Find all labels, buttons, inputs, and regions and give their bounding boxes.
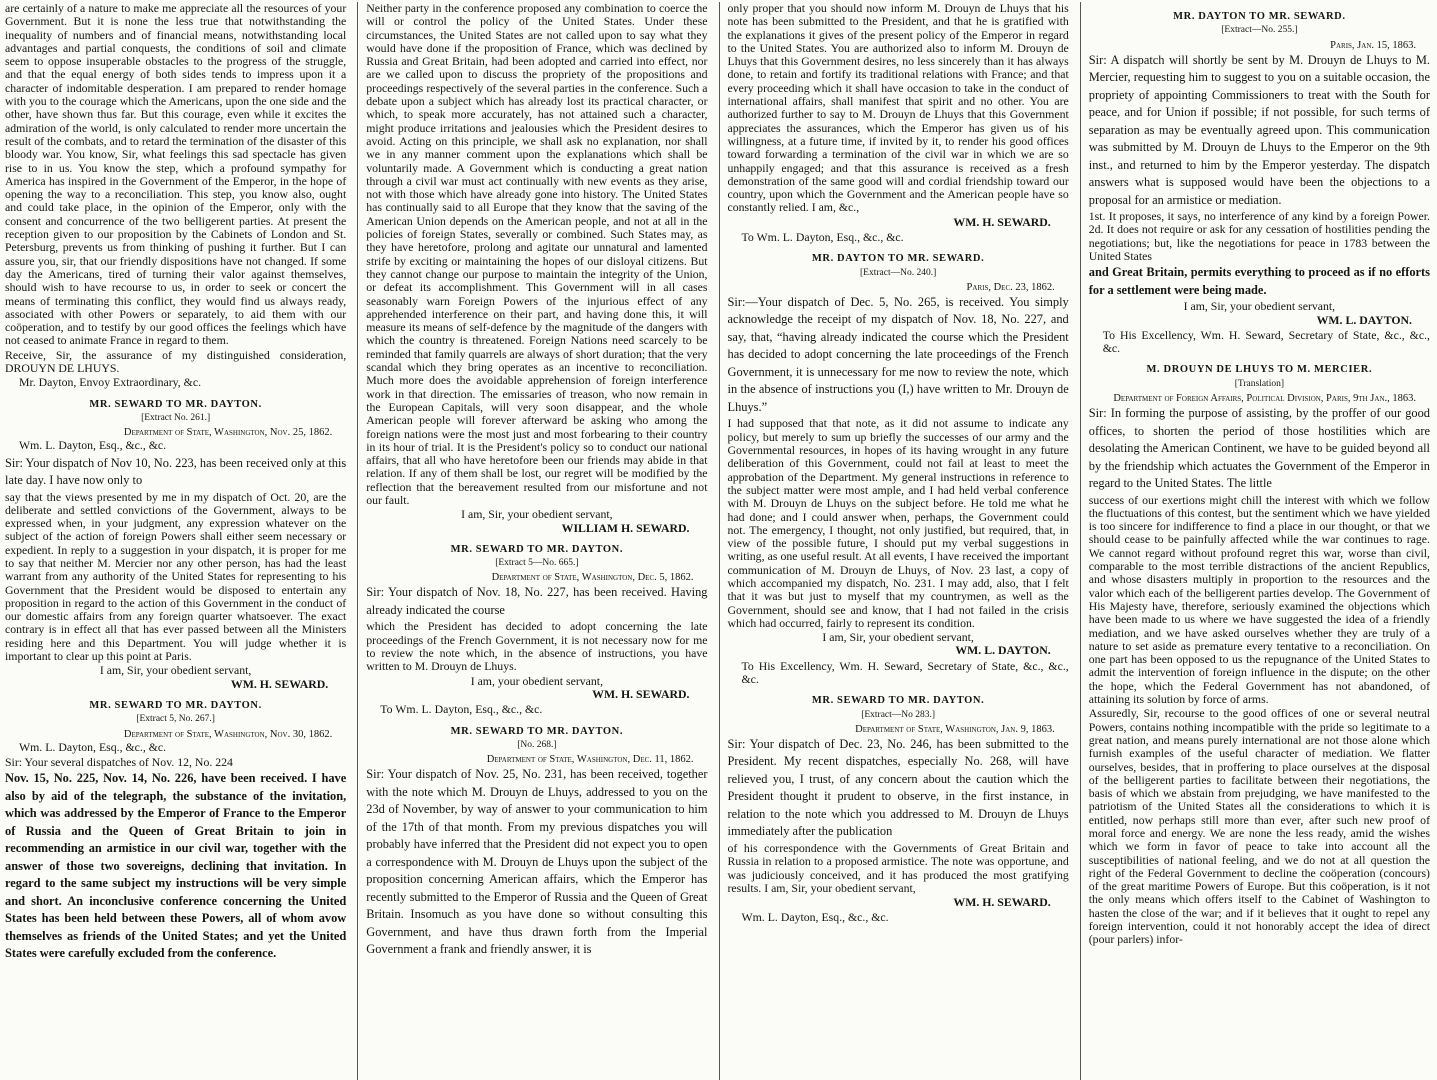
- paragraph: success of our exertions might chill the interest with which we follow the fluctuations of this contest, but the sentiment which we have yielded is too sincere for indifference to find a place in our thought, or that we should cease to be painfully affected while the war continues to rage. We cannot regard without profound regret this war, worse than civil, comparable to the most terrible distractions of the ancient Republics, and whose disasters multiply in proportion to the resources and the valor which each of the belligerent parties develop. The Government of His Majesty have, therefore, seriously examined the objections which have been made to us where we have suggested the idea of a friendly mediation, and we have asked ourselves whether they are truly of a nature to set aside as premature every tentative to a reconciliation. On one part has been opposed to us the repugnance of the United States to admit the intervention of foreign influence in the dispute; on the other the hope, which the Federal Government has not abandoned, of attaining its solution by force of arms.: [1088, 492, 1430, 707]
- address-line: Mr. Dayton, Envoy Extraordinary, &c.: [19, 375, 202, 390]
- address-line: Wm. L. Dayton, Esq., &c., &c.: [19, 438, 167, 453]
- address-line: Wm. L. Dayton, Esq., &c., &c.: [19, 739, 167, 754]
- extract-number: [Extract 5, No. 267.]: [136, 714, 215, 725]
- paragraph: which the President has decided to adopt concerning the late proceedings of the French Government, it is not necessary now for me to review the note which, in the absence of instructions, you have written to M. Drouyn de Lhuys.: [366, 619, 708, 674]
- extract-number: [No. 268.]: [517, 739, 557, 750]
- address-line: To His Excellency, Wm. H. Seward, Secretary of State, &c., &c., &c.: [741, 658, 1069, 687]
- closing-line: I am, your obedient servant,: [470, 673, 604, 688]
- letter-heading: MR. SEWARD TO MR. DAYTON.: [450, 725, 624, 737]
- extract-number: [Extract—No. 255.]: [1221, 25, 1298, 36]
- address-line: To His Excellency, Wm. H. Seward, Secretary of State, &c., &c., &c.: [1102, 327, 1430, 356]
- letter-heading: MR. SEWARD TO MR. DAYTON.: [450, 543, 624, 555]
- paragraph: Receive, Sir, the assurance of my distinguished consideration, DROUYN DE LHUYS.: [5, 347, 347, 376]
- signature: WM. H. SEWARD.: [953, 895, 1051, 910]
- extract-number: [Extract 5—No. 665.]: [495, 558, 579, 569]
- closing-line: I am, Sir, your obedient servant,: [99, 663, 252, 678]
- paragraph: Neither party in the conference proposed any combination to coerce the will or control the policy of the United States. Under these circumstances, the United States are not called upon to say what they would have done if the proposition of France, which was declined by Russia and Great Britain, had been adopted and carried into effect, nor are we called upon to discuss the propriety of the propositions and proceedings respectively of the several parties in the conference. Such a debate upon a subject which has already lost its practical character, or which, to speak more accurately, has not attained such a character, might produce irritations and jealousies which the President desires to avoid. Acting on this principle, we shall ask no explanation, nor shall we in any manner comment upon the explanations which shall be voluntarily made. A Government which is conducting a great nation through a civil war must act continually with new events as they arise, not with those which have already gone into history. The United States has continually said to all Europe that they know that the saving of the American Union depends on the American people, and not at all in the policies of foreign States, severally or combined. Such States may, as they have heretofore, prolong and agitate our unnatural and lamented strife by exciting or maintaining the hopes of our disloyal citizens. But they cannot change our purpose to maintain the integrity of the Union, or defeat its accomplishment. This Government will in all cases seasonably warn Foreign Powers of the injurious effect of any apprehended interference on their part, and having done this, it will measure its means of self-defence by the magnitude of the dangers with which the country is threatened. Foreign Nations need scarcely to be reminded that family quarrels are always of short duration; that the very scandal which they bring operates as an incentive to reconciliation. Much more does the avoidable apprehension of foreign interference work in that direction. The emissaries of treason, who now remain in the European Capitals, will very soon disappear, and the whole American people will forever afterward be asking who among the foreign nations were the most just and most forbearing to their country in its hour of trial. It is the President's policy so to conduct our national affairs, that all who have heretofore been our friends may abide in that relation. If any of them shall be lost, our regret will be modified by the reflection that the bereavement resulted from our misfortune and not our fault.: [366, 2, 708, 507]
- signature: WILLIAM H. SEWARD.: [561, 520, 690, 535]
- dateline: Paris, Jan. 15, 1863.: [1330, 39, 1416, 51]
- letter-heading: M. DROUYN DE LHUYS TO M. MERCIER.: [1146, 364, 1373, 376]
- address-line: To Wm. L. Dayton, Esq., &c., &c.: [380, 702, 543, 717]
- closing-line: I am, Sir, your obedient servant,: [822, 630, 974, 645]
- address-line: To Wm. L. Dayton, Esq., &c., &c.: [741, 230, 904, 245]
- signature: WM. L. DAYTON.: [955, 643, 1051, 658]
- column-2: [357, 2, 710, 1080]
- paragraph: Sir: Your dispatch of Nov. 25, No. 231, has been received, together with the note which M. Drouyn de Lhuys, addressed to you on the 23d of November, by way of answer to your communication to him of the 17th of that month. From my previous dispatches you will probably have inferred that the President did not expect you to open a correspondence with M. Drouyn de Lhuys upon the subject of the proposition concerning American affairs, which the Emperor has recently submitted to the Emperor of Russia and the Queen of Great Britain. Insomuch as you have done so without consulting this Government, and have thus drawn forth from the Imperial Government a frank and friendly answer, it is: [366, 767, 708, 957]
- closing-line: I am, Sir, your obedient servant,: [461, 507, 613, 522]
- letter-heading: MR. DAYTON TO MR. SEWARD.: [811, 253, 985, 265]
- signature: WM. H. SEWARD.: [953, 214, 1051, 229]
- paragraph-bold: and Great Britain, permits everything to proceed as if no efforts for a settlement were being made.: [1088, 265, 1430, 297]
- paragraph: I had supposed that that note, as it did not assume to indicate any policy, but merely to sum up briefly the successes of our army and the Governmental resources, in hopes of its having wrought in any future deliberation of this Government, could not fail at least to meet the approbation of the Department. My general instructions in reference to the subject matter were most ample, and I had held verbal conference with M. Drouyn de Lhuys on the subject before. He told me what he had done; and I could answer when, perhaps, the Government could not. The emergency, I thought, not only justified, but required, that, in view of the possible future, I should put my verbal suggestions in writing, as one useful result. At all events, I have received the important communication of M. Drouyn de Lhuys, of Nov. 23 last, a copy of which accompanied my dispatch, No. 231. I may add, also, that I felt that it was but just to myself that my countrymen, as well as the Government, should see and know, that I had not failed in the crisis which had occurred, fairly to represent its condition.: [727, 416, 1069, 630]
- column-1: [2, 2, 349, 1080]
- dateline: Department of State, Washington, Dec. 11, 1862.: [486, 754, 694, 766]
- address-line: Wm. L. Dayton, Esq., &c., &c.: [741, 910, 889, 925]
- letter-heading: MR. SEWARD TO MR. DAYTON.: [811, 695, 985, 707]
- letter-heading: MR. SEWARD TO MR. DAYTON.: [89, 398, 262, 410]
- paragraph: Sir: Your dispatch of Nov 10, No. 223, has been received only at this late day. I have now only to: [5, 455, 347, 487]
- paragraph: Sir: Your dispatch of Nov. 18, No. 227, has been received. Having already indicated the course: [366, 585, 708, 617]
- paragraph: Sir:—Your dispatch of Dec. 5, No. 265, is received. You simply acknowledge the receipt of my dispatch of Nov. 18, No. 227, and say, that, “having already indicated the course which the President has decided to adopt concerning the late proceedings of the French Government, it is unnecessary for me now to review the note, which in the absence of instructions you (I,) have written to Mr. Drouyn de Lhuys.”: [727, 294, 1069, 414]
- column-3: [719, 2, 1072, 1080]
- paragraph: Sir: A dispatch will shortly be sent by M. Drouyn de Lhuys to M. Mercier, requesting him to suggest to you on a suitable occasion, the propriety of appointing Commissioners to treat with the South for peace, and for Union if possible; if not possible, for such terms of separation as may be eventually agreed upon. This communication was submitted by M. Drouyn de Lhuys to the Emperor on the 9th inst., and returned to him by the Emperor yesterday. The dispatch answers what is supposed would have been the objections to a proposal for an armistice or mediation.: [1088, 52, 1430, 207]
- letter-heading: MR. DAYTON TO MR. SEWARD.: [1173, 11, 1346, 22]
- extract-number: [Extract—No. 240.]: [860, 267, 937, 278]
- dateline: Department of State, Washington, Dec. 5, 1862.: [491, 572, 694, 584]
- paragraph-bold: Nov. 15, No. 225, Nov. 14, No. 226, have been received. I have also by aid of the telegraph, the substance of the invitation, which was addressed by the Emperor of France to the Emperor of Russia and the Queen of Great Britain to join in recommending an armistice in our civil war, together with the answer of those two sovereigns, declining that invitation. In regard to the same subject my instructions will be very simple and short. An inconclusive conference concerning the United States has been held between these Powers, all of whom avow themselves as friends of the United States; and yet the United States were carefully excluded from the conference.: [5, 771, 347, 961]
- dateline: Department of Foreign Affairs, Political Division, Paris, 9th Jan., 1863.: [1113, 393, 1416, 405]
- extract-number: [Translation]: [1234, 378, 1284, 389]
- signature: WM. L. DAYTON.: [1316, 312, 1412, 327]
- signature: WM. H. SEWARD.: [230, 676, 329, 691]
- paragraph: Assuredly, Sir, recourse to the good offices of one or several neutral Powers, contains nothing incompatible with the pride so legitimate to a great nation, and means purely international are not those alone which furnish examples of the useful character of mediation. We flatter ourselves, besides, that in proffering to place ourselves at the disposal of the belligerent parties to facilitate between their negotiations, the basis of which we abstain from prejudging, we have manifested to the patriotism of the United States all the considerations to which it is entitled, now perhaps still more than ever, after such new proof of moral force and energy. We are none the less ready, amid the wishes which we form in favor of peace to take into account all the susceptibilities of national feeling, and we do not at all question the right of the Federal Government to decline the coöperation (concours) of the great maritime Powers of Europe. But this coöperation, is it not the only means which offers itself to the Cabinet of Washington to hasten the close of the war; and if it believes that it ought to repel any foreign intervention, could it not honorably accept the idea of direct (pour parlers) infor-: [1088, 706, 1430, 947]
- letter-heading: MR. SEWARD TO MR. DAYTON.: [89, 699, 262, 711]
- paragraph: 1st. It proposes, it says, no interference of any kind by a foreign Power. 2d. It does not require or ask for any cessation of hostilities pending the negotiations; but, like the negotiations for peace in 1783 between the United States: [1088, 209, 1430, 263]
- dateline: Department of State, Washington, Nov. 30, 1862.: [123, 728, 333, 740]
- paragraph: say that the views presented by me in my dispatch of Oct. 20, are the deliberate and settled convictions of the Government, always to be expressed when, in your judgment, any expression whatever on the subject of the action of foreign Powers shall either seem necessary or expedient. In reply to a suggestion in your dispatch, it is proper for me to say that neither M. Mercier nor any other person, has had the least warrant from any authority of the United States for representing to his Government that the President would be disposed to entertain any proposition in regard to the action of this Government in the conduct of our domestic affairs from any foreign quarter whatsoever. The exact contrary is in effect all that has ever passed between all the Ministers residing here and this Department. You will judge whether it is important to clear up this point at Paris.: [5, 489, 347, 664]
- extract-number: [Extract No. 261.]: [141, 412, 211, 423]
- paragraph: are certainly of a nature to make me appreciate all the resources of your Government. But it is none the less true that notwithstanding the inequality of numbers and of financial means, notwithstanding local advantages and partial conquests, the conditions of soil and climate seem to oppose insuperable obstacles to the progress of the struggle, and that the equal energy of both sides tends to impress upon it a character of indomitable desperation. I am prepared to render homage with you to the courage which the Americans, upon the one side and the other, have shown thus far. But this courage, even while it excites the admiration of the world, is only calculated to render more uncertain the result of the combats, and to retard the termination of the disaster of this bloody war. You know, Sir, what feelings this sad spectacle has given rise to in us. You know the step, which a profound sympathy for America has inspired in the Government of the Emperor, in the hope of opening the way to a reconciliation. This step, you know also, ought and could take place, in the opinion of the Emperor, only with the consent and concurrence of the two belligerent parties. At present the reception given to our proposition by the Cabinets of London and St. Petersburg, prevents us from thinking of pushing it further. But I can assure you, sir, that our friendly dispositions have not changed. If some day the Americans, tired of turning their valor against themselves, should wish to have recourse to us, in order to seek or concert the means of terminating this conflict, they would find us always ready, associated with other Powers or separately, to aid them with our coöperation, and to testify by our good offices the feelings which have not ceased to animate France in regard to them.: [5, 2, 347, 348]
- closing-line: I am, Sir, your obedient servant,: [1183, 299, 1336, 314]
- paragraph: Sir: In forming the purpose of assisting, by the proffer of our good offices, to shorten the period of those hostilities which are desolating the American Continent, we have to be guided beyond all by the friendship which actuates the Government of the Emperor in regard to the United States. The little: [1088, 406, 1430, 491]
- dateline: Department of State, Washington, Nov. 25, 1862.: [123, 427, 333, 439]
- dateline: Department of State, Washington, Jan. 9, 1863.: [855, 723, 1055, 735]
- signature: WM. H. SEWARD.: [592, 686, 690, 701]
- extract-number: [Extract—No 283.]: [861, 709, 936, 720]
- paragraph: Sir: Your several dispatches of Nov. 12, No. 224: [5, 754, 233, 769]
- dateline: Paris, Dec. 23, 1862.: [966, 281, 1055, 293]
- column-4: [1080, 2, 1433, 1080]
- paragraph: Sir: Your dispatch of Dec. 23, No. 246, has been submitted to the President. My recent dispatches, especially No. 268, will have relieved you, I trust, of any concern about the caution which the President thought it prudent to observe, in the first instance, in relation to the note which you addressed to M. Drouyn de Lhuys immediately after the publication: [727, 736, 1069, 839]
- paragraph: of his correspondence with the Governments of Great Britain and Russia in relation to a proposed armistice. The note was opportune, and was judiciously conceived, and it has produced the most gratifying results. I am, Sir, your obedient servant,: [727, 840, 1069, 895]
- paragraph: only proper that you should now inform M. Drouyn de Lhuys that his note has been submitted to the President, and that he is gratified with the explanations it gives of the present policy of the Emperor in regard to the United States. You are authorized also to inform M. Drouyn de Lhuys that this Government desires, no less sincerely than it has always done, to retain and fortify its traditional relations with France; and that every proceeding which it shall have occasion to take in the conduct of international affairs, shall manifest that spirit and no other. You are authorized further to say to M. Drouyn de Lhuys that this Government appreciates the assurances, which the Emperor has given us of his willingness, at a future time, if invited by it, to render his good offices toward forwarding a termination of the civil war in which we are so unhappily engaged; and that this assurance is received as a fresh demonstration of the same good will and cordial friendship toward our country, upon which the Government and the American people have so constantly relied. I am, &c.,: [727, 2, 1069, 215]
